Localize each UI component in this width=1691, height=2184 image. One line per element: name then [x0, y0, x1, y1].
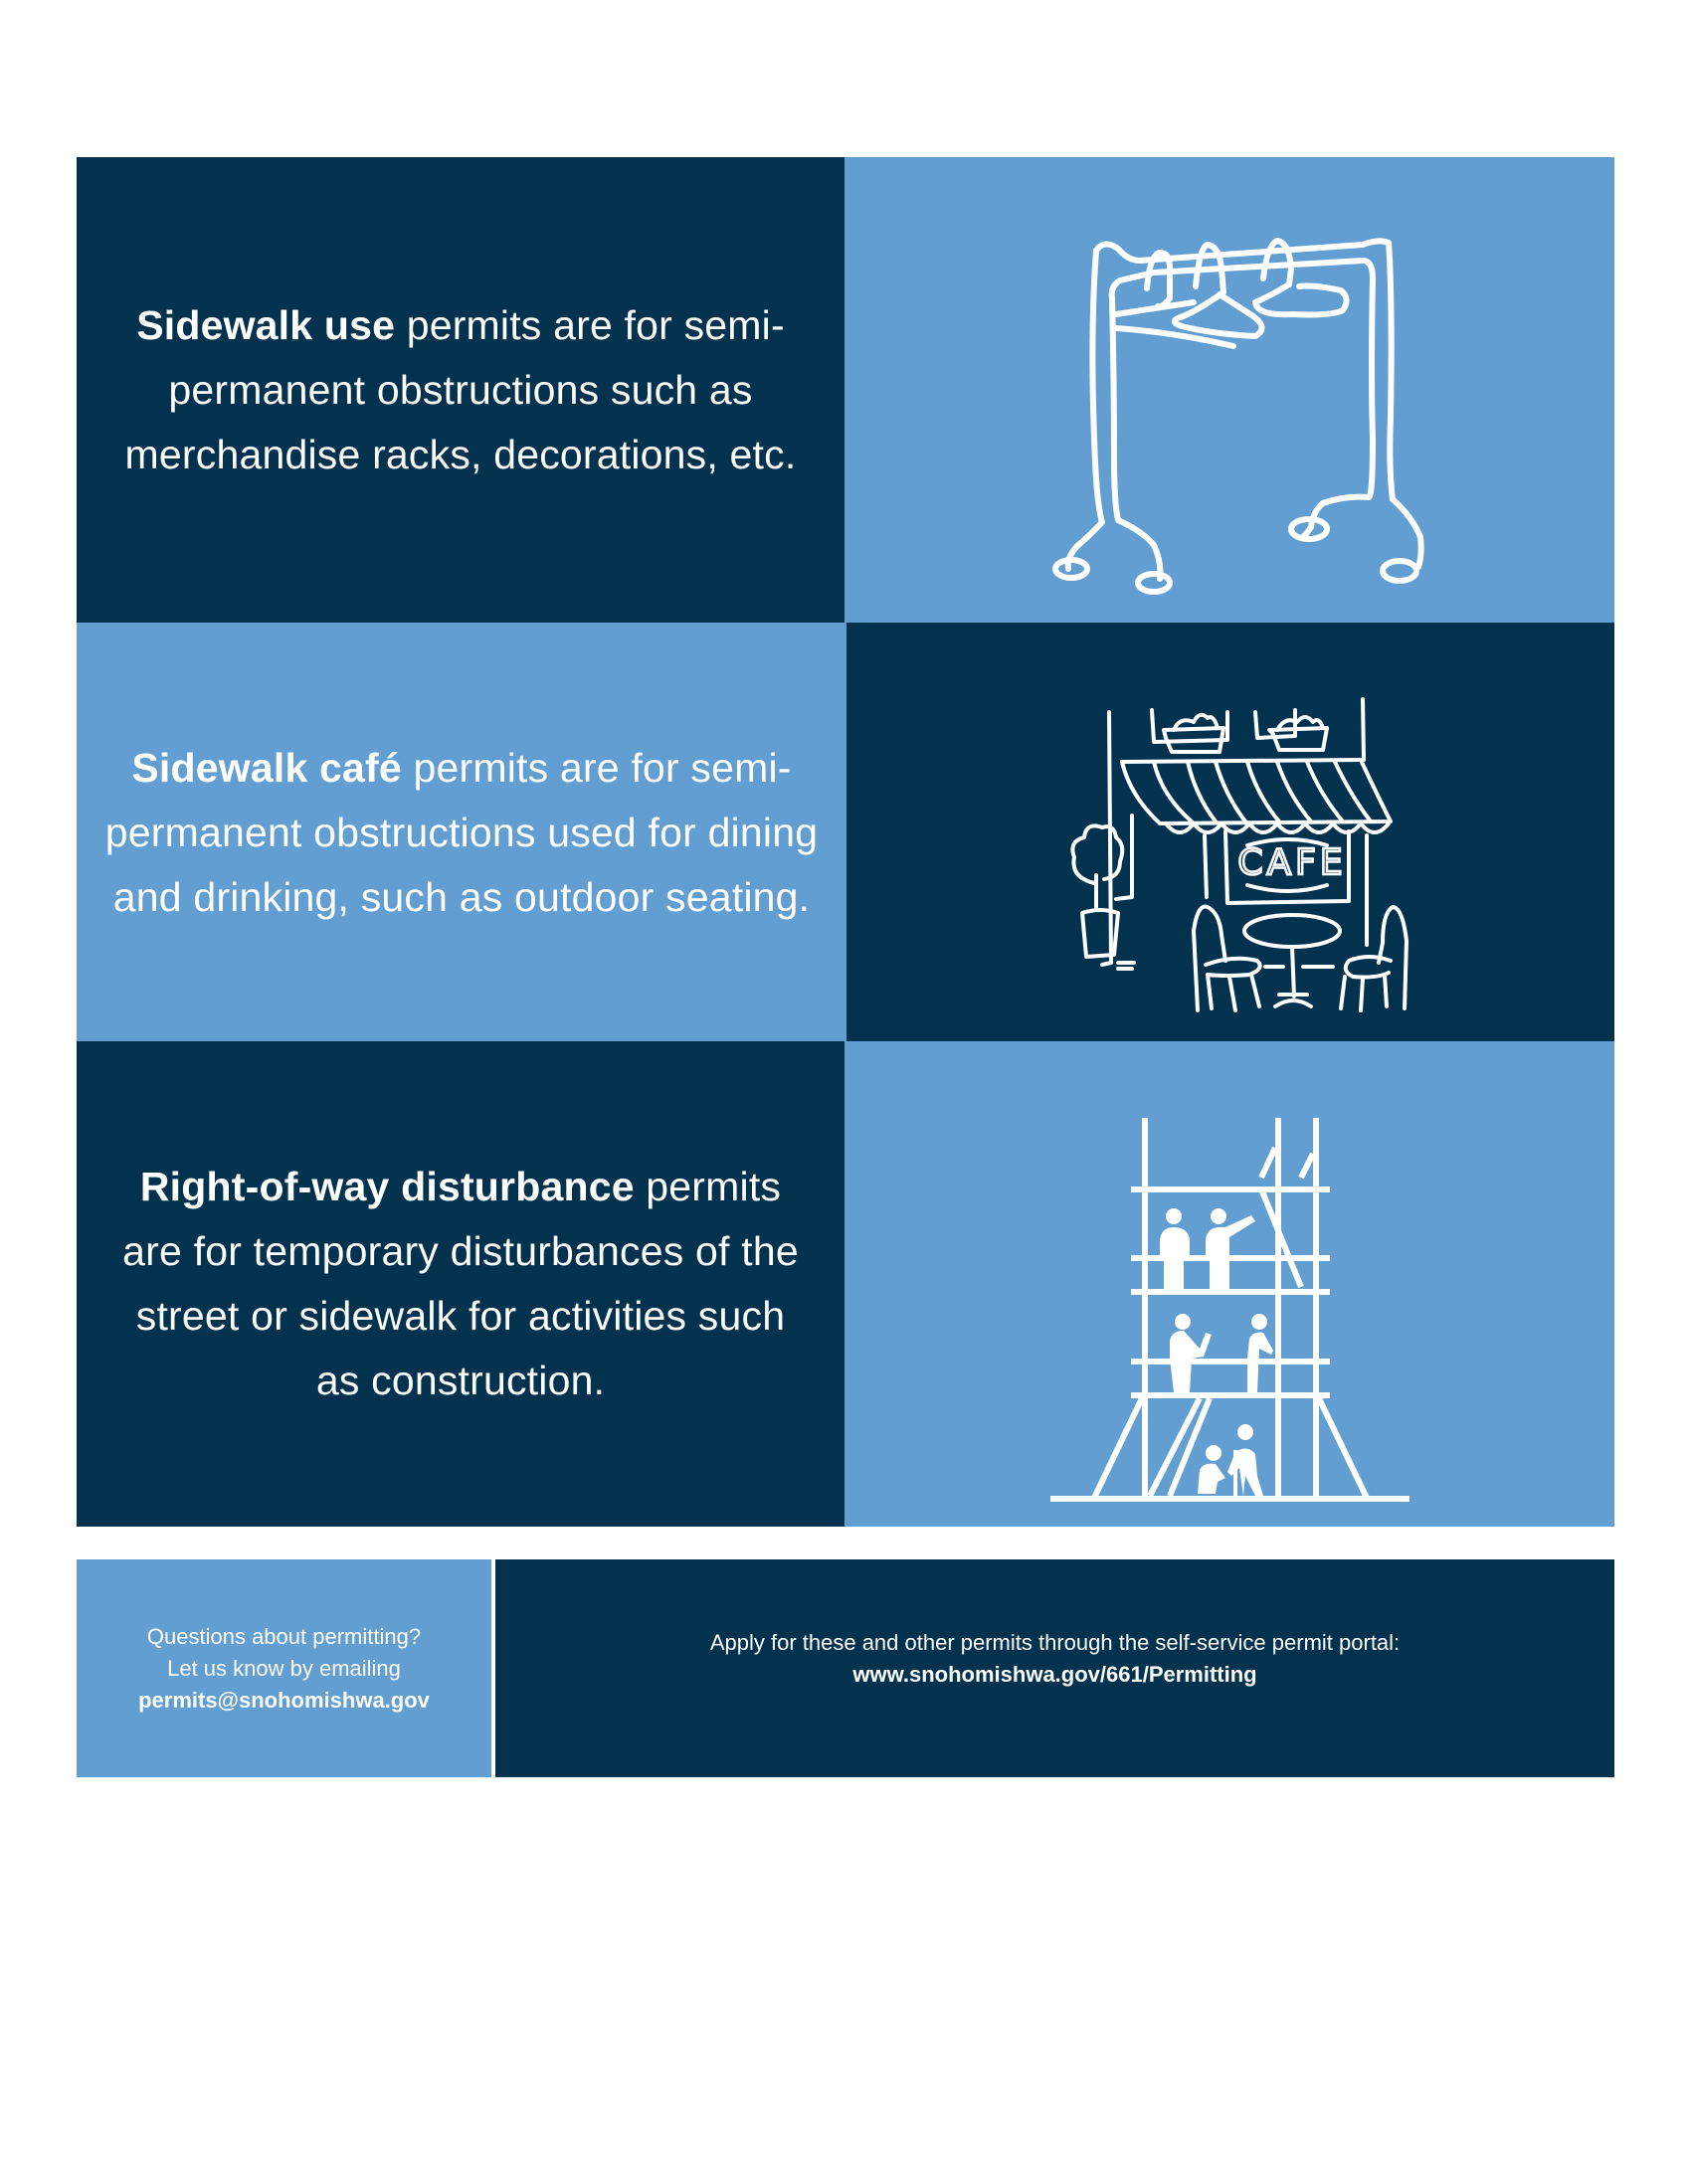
sidewalk-cafe-text-panel [77, 623, 846, 1042]
sidewalk-use-illustration-panel [845, 157, 1614, 623]
right-of-way-illustration-panel [845, 1041, 1614, 1527]
scaffolding-workers-icon [845, 1041, 1614, 1527]
contact-question: Questions about permitting? [146, 1623, 422, 1649]
cafe-storefront-icon [846, 623, 1614, 1042]
sidewalk-cafe-body: permits are for semi-permanent obstructions used for dining and drinking, such as outdoor seating. [104, 744, 819, 920]
sidewalk-use-description [102, 293, 819, 487]
right-of-way-description [117, 1155, 804, 1413]
cafe-sign-text: CAFE [1237, 842, 1347, 883]
sidewalk-cafe-illustration-panel [846, 623, 1614, 1042]
portal-url-link[interactable]: www.snohomishwa.gov/661/Permitting [852, 1662, 1257, 1687]
clothing-rack-icon [845, 157, 1614, 623]
contact-panel [77, 1559, 491, 1777]
sidewalk-cafe-description [103, 736, 820, 930]
sidewalk-use-text-panel [77, 157, 845, 623]
portal-description: Apply for these and other permits through the self-service permit portal: [709, 1630, 1401, 1655]
right-of-way-text-panel [77, 1041, 845, 1527]
contact-instruction: Let us know by emailing [167, 1655, 401, 1681]
sidewalk-use-title: Sidewalk use [136, 301, 396, 348]
right-of-way-title: Right-of-way disturbance [139, 1164, 635, 1209]
sidewalk-cafe-title: Sidewalk café [131, 744, 402, 791]
portal-panel [495, 1559, 1614, 1777]
right-of-way-body: permits are for temporary disturbances of the street or sidewalk for activities such as construction. [122, 1164, 799, 1403]
contact-email-link[interactable]: permits@snohomishwa.gov [138, 1687, 430, 1713]
sidewalk-use-body: permits are for semi-permanent obstructions such as merchandise racks, decorations, etc. [124, 301, 797, 477]
